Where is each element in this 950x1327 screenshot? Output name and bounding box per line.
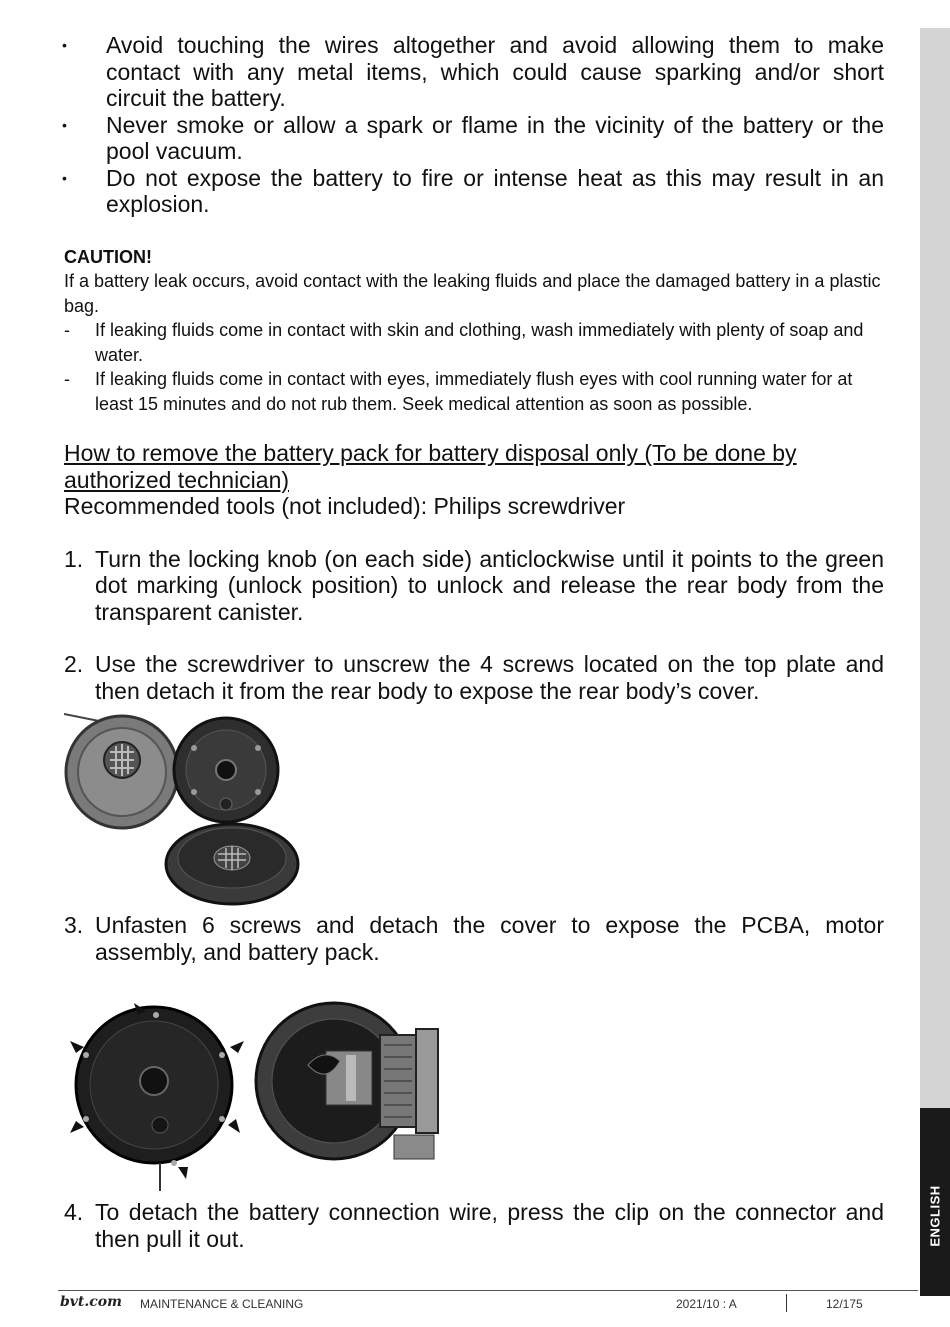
recommended-tools: Recommended tools (not included): Philips screwdriver	[64, 493, 626, 519]
step3-figure	[64, 995, 884, 1195]
page-content	[64, 30, 884, 1252]
caution-list	[64, 318, 884, 416]
cover-and-internals-photos	[64, 995, 484, 1195]
steps-list-end	[64, 1199, 884, 1252]
bullet-icon: •	[62, 116, 67, 133]
step2-figure	[64, 708, 884, 910]
step-text: Turn the locking knob (on each side) anticlockwise until it points to the green dot marking (unlock position) to unlock and release the rear body from the transparent canister.	[95, 545, 884, 625]
step-item	[64, 651, 884, 704]
warning-item: • Never smoke or allow a spark or flame in the vicinity of the battery or the pool vacuum.	[62, 111, 884, 164]
cover-plate-photo	[166, 824, 298, 904]
bullet-icon: •	[62, 169, 67, 186]
step-item	[64, 1199, 884, 1252]
footer-page-number: 12/175	[826, 1297, 863, 1311]
footer-section: MAINTENANCE & CLEANING	[140, 1297, 304, 1311]
footer-separator	[786, 1294, 787, 1312]
step-item	[64, 912, 884, 965]
caution-title: CAUTION!	[64, 246, 152, 267]
caution-item: - If leaking fluids come in contact with skin and clothing, wash immediately with plenty of soap and water.	[64, 320, 864, 365]
caution-intro: If a battery leak occurs, avoid contact with the leaking fluids and place the damaged battery in a plastic bag.	[64, 271, 881, 316]
warning-item: • Do not expose the battery to fire or intense heat as this may result in an explosion.	[62, 164, 884, 217]
step-text: Use the screwdriver to unscrew the 4 screws located on the top plate and then detach it from the rear body to expose the rear body’s cover.	[95, 651, 884, 704]
step-text: Unfasten 6 screws and detach the cover to expose the PCBA, motor assembly, and battery pack.	[95, 912, 884, 965]
footer-logo: bvt.com	[60, 1294, 122, 1310]
warning-item: • Avoid touching the wires altogether and avoid allowing them to make contact with any metal items, which could cause sparking and/or short circuit the battery.	[62, 32, 884, 111]
bullet-icon: •	[62, 37, 67, 53]
rear-body-grill-photo	[64, 714, 178, 828]
footer-revision: 2021/10 : A	[676, 1297, 737, 1311]
side-margin-bar	[920, 28, 950, 1108]
language-tab-label: ENGLISH	[927, 1185, 943, 1247]
caution-block	[64, 245, 884, 417]
cover-screws-photo	[70, 1003, 244, 1191]
removal-heading: How to remove the battery pack for battery disposal only (To be done by authorized technician)	[64, 440, 797, 493]
step-number: 2.	[64, 651, 84, 677]
step-item	[64, 546, 884, 626]
caution-item: - If leaking fluids come in contact with eyes, immediately flush eyes with cool running water for at least 15 minutes and do not rub them. Seek medical attention as soon as possible.	[64, 369, 853, 414]
rear-body-photos	[64, 708, 324, 910]
footer-divider	[58, 1290, 918, 1291]
warning-list	[64, 32, 884, 218]
step-number: 3.	[64, 912, 84, 938]
step-number: 4.	[64, 1199, 84, 1225]
top-plate-removed-photo	[174, 718, 278, 822]
step-number: 1.	[64, 545, 84, 572]
step-text: To detach the battery connection wire, press the clip on the connector and then pull it out.	[95, 1199, 884, 1252]
motor-battery-photo	[256, 1003, 438, 1159]
steps-list	[64, 546, 884, 705]
steps-list-cont	[64, 912, 884, 965]
